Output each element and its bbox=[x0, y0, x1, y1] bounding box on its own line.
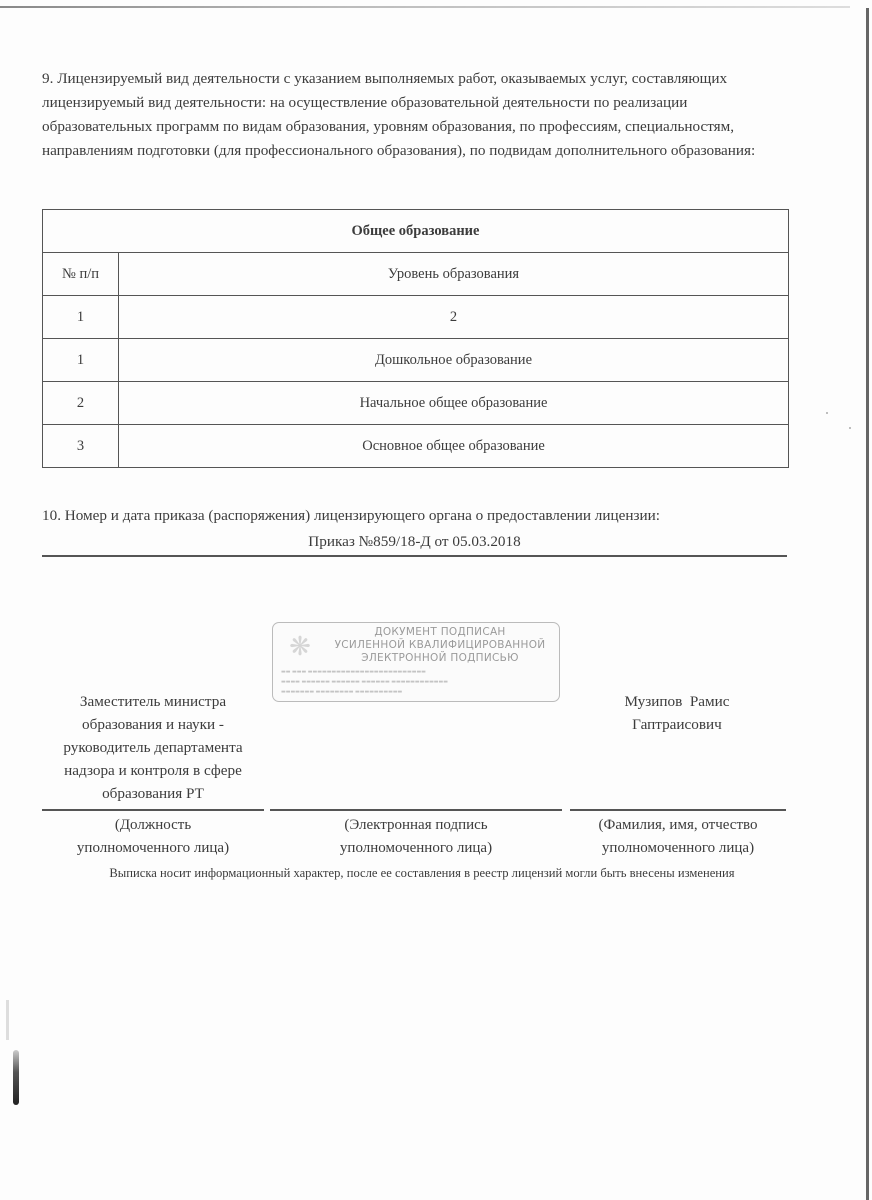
scan-edge-top bbox=[0, 6, 850, 8]
caption-line: (Электронная подпись bbox=[344, 817, 488, 833]
caption-line: уполномоченного лица) bbox=[601, 840, 755, 856]
position-line: руководитель департамента bbox=[63, 739, 243, 756]
table-title-row bbox=[43, 210, 789, 253]
electronic-signature-stamp bbox=[272, 622, 560, 702]
scan-artifact bbox=[13, 1050, 19, 1105]
name-caption bbox=[570, 814, 786, 860]
cell-number: 3 bbox=[43, 425, 119, 468]
position-caption bbox=[42, 814, 264, 860]
cell-level: Основное общее образование bbox=[119, 425, 789, 468]
stamp-detail-line: ▬▬▬▬ ▬▬▬▬▬▬ ▬▬▬▬▬▬ ▬▬▬▬▬▬ ▬▬▬▬▬▬▬▬▬▬▬▬ bbox=[281, 679, 448, 685]
cell-number: 2 bbox=[43, 382, 119, 425]
cell-number: 1 bbox=[43, 339, 119, 382]
position-underline bbox=[42, 809, 264, 811]
caption-line: (Фамилия, имя, отчество bbox=[598, 817, 758, 833]
scan-speck bbox=[826, 412, 828, 414]
stamp-title-line: ЭЛЕКТРОННОЙ ПОДПИСЬЮ bbox=[361, 652, 519, 664]
table-header-row bbox=[43, 253, 789, 296]
section-10-text: 10. Номер и дата приказа (распоряжения) лицензирующего органа о предоставлении лицензии: bbox=[42, 507, 660, 524]
table-title: Общее образование bbox=[43, 210, 789, 253]
table-row bbox=[43, 296, 789, 339]
name-line: Гаптраисович bbox=[632, 716, 722, 733]
scan-speck bbox=[849, 427, 851, 429]
name-line: Музипов Рамис bbox=[624, 693, 730, 710]
position-line: образования и науки - bbox=[82, 716, 224, 733]
signature-caption bbox=[270, 814, 562, 860]
scan-edge-right bbox=[866, 8, 869, 1200]
column-header-level: Уровень образования bbox=[119, 253, 789, 296]
scan-artifact bbox=[6, 1000, 9, 1040]
position-line: надзора и контроля в сфере bbox=[64, 762, 242, 779]
section-9-text: 9. Лицензируемый вид деятельности с указанием выполняемых работ, оказываемых услуг, составляющих лицензируемый вид деятельности: на осуществление образовательной деятельности по реализации образовательных программ по видам образования, уровням образования, по профессиям, специальностям, направлениям подготовки (для профессионального образования), по подвидам дополнительного образования: bbox=[42, 70, 756, 159]
position-line: образования РТ bbox=[102, 785, 204, 802]
cell-level: Начальное общее образование bbox=[119, 382, 789, 425]
stamp-title-line: УСИЛЕННОЙ КВАЛИФИЦИРОВАННОЙ bbox=[334, 639, 546, 651]
footer-note: Выписка носит информационный характер, после ее составления в реестр лицензий могли быть внесены изменения bbox=[109, 866, 735, 880]
caption-line: уполномоченного лица) bbox=[76, 840, 230, 856]
table-row bbox=[43, 425, 789, 468]
cell-level: 2 bbox=[119, 296, 789, 339]
order-underline bbox=[42, 555, 787, 557]
education-levels-table bbox=[42, 209, 789, 468]
stamp-detail-line: ▬▬▬▬▬▬▬ ▬▬▬▬▬▬▬▬ ▬▬▬▬▬▬▬▬▬▬ bbox=[281, 689, 403, 695]
coat-of-arms-icon: ❋ bbox=[289, 632, 311, 661]
table-row bbox=[43, 382, 789, 425]
signature-underline bbox=[270, 809, 562, 811]
position-line: Заместитель министра bbox=[79, 693, 227, 710]
cell-level: Дошкольное образование bbox=[119, 339, 789, 382]
table-row bbox=[43, 339, 789, 382]
signatory-name bbox=[568, 690, 786, 736]
caption-line: (Должность bbox=[114, 817, 192, 833]
order-number: Приказ №859/18-Д от 05.03.2018 bbox=[308, 533, 521, 550]
cell-number: 1 bbox=[43, 296, 119, 339]
stamp-title bbox=[323, 626, 557, 665]
caption-line: уполномоченного лица) bbox=[339, 840, 493, 856]
name-underline bbox=[570, 809, 786, 811]
signatory-position bbox=[42, 690, 264, 805]
stamp-title-line: ДОКУМЕНТ ПОДПИСАН bbox=[374, 626, 506, 638]
column-header-number: № п/п bbox=[43, 253, 119, 296]
stamp-detail-line: ▬▬ ▬▬▬ ▬▬▬▬▬▬▬▬▬▬▬▬▬▬▬▬▬▬▬▬▬▬▬▬▬ bbox=[281, 669, 426, 675]
